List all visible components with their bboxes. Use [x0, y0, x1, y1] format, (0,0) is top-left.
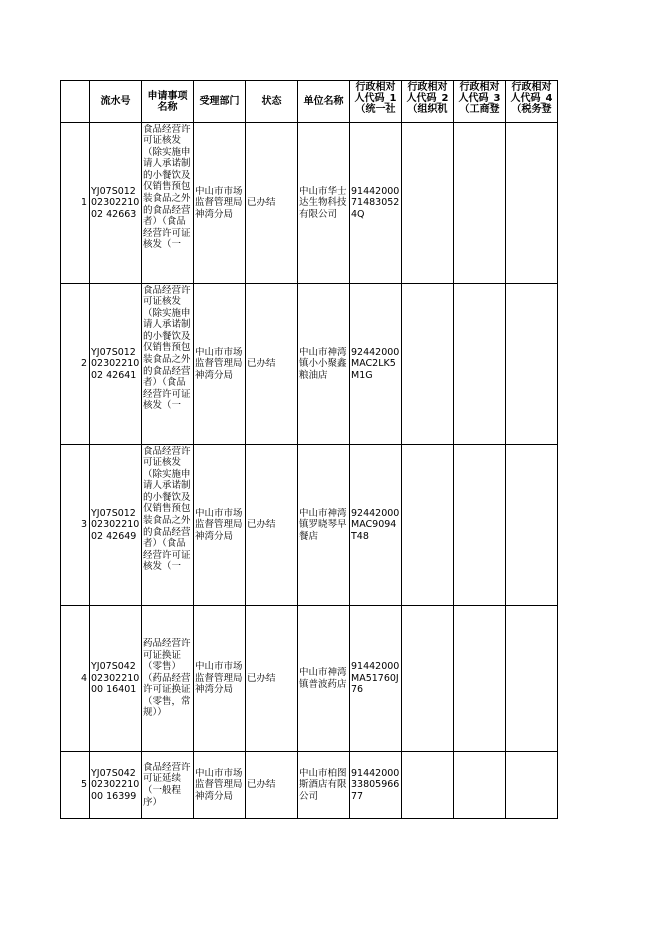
code-3-cell — [454, 123, 506, 284]
header-code-4: 行政相对人代码_4（税务登 — [506, 81, 558, 123]
code-2-cell — [402, 445, 454, 606]
table-row — [61, 606, 558, 752]
code-3-cell — [454, 284, 506, 445]
code-2-cell — [402, 284, 454, 445]
item-cell: 食品经营许可证延续（一般程序） — [142, 752, 194, 819]
code-3-cell — [454, 606, 506, 752]
unit-name-cell: 中山市柏图斯酒店有限公司 — [298, 752, 350, 819]
department-cell: 中山市市场监督管理局神湾分局 — [194, 445, 246, 606]
serial-cell: YJ07S0120230221002 42641 — [90, 284, 142, 445]
header-code-3: 行政相对人代码_3（工商登 — [454, 81, 506, 123]
status-cell: 已办结 — [246, 606, 298, 752]
code-1-cell: 91442000714830524Q — [350, 123, 402, 284]
results-table — [60, 80, 558, 819]
status-cell: 已办结 — [246, 123, 298, 284]
code-4-cell — [506, 123, 558, 284]
serial-cell: YJ07S0120230221002 42649 — [90, 445, 142, 606]
serial-cell: YJ07S0120230221002 42663 — [90, 123, 142, 284]
department-cell: 中山市市场监督管理局神湾分局 — [194, 606, 246, 752]
code-1-cell: 91442000MA51760J76 — [350, 606, 402, 752]
item-cell: 食品经营许可证核发（除实施申请人承诺制的小餐饮及仅销售预包装食品之外的食品经营者）（食品经营许可证核发（一 — [142, 445, 194, 606]
header-status: 状态 — [246, 81, 298, 123]
item-cell: 食品经营许可证核发（除实施申请人承诺制的小餐饮及仅销售预包装食品之外的食品经营者）（食品经营许可证核发（一 — [142, 284, 194, 445]
header-department: 受理部门 — [194, 81, 246, 123]
status-cell: 已办结 — [246, 752, 298, 819]
code-4-cell — [506, 445, 558, 606]
table-row — [61, 123, 558, 284]
code-1-cell: 92442000MAC2LK5M1G — [350, 284, 402, 445]
code-4-cell — [506, 284, 558, 445]
table-row — [61, 284, 558, 445]
department-cell: 中山市市场监督管理局神湾分局 — [194, 123, 246, 284]
row-index: 1 — [61, 123, 90, 284]
code-4-cell — [506, 752, 558, 819]
header-serial: 流水号 — [90, 81, 142, 123]
status-cell: 已办结 — [246, 445, 298, 606]
serial-cell: YJ07S0420230221000 16401 — [90, 606, 142, 752]
status-cell: 已办结 — [246, 284, 298, 445]
row-index: 5 — [61, 752, 90, 819]
code-1-cell: 92442000MAC9094T48 — [350, 445, 402, 606]
code-3-cell — [454, 752, 506, 819]
table-row — [61, 445, 558, 606]
header-code-1: 行政相对人代码_1（统一社 — [350, 81, 402, 123]
item-cell: 药品经营许可证换证（零售）（药品经营许可证换证（零售，常规）） — [142, 606, 194, 752]
unit-name-cell: 中山市神湾镇罗晓琴早餐店 — [298, 445, 350, 606]
unit-name-cell: 中山市华士达生物科技有限公司 — [298, 123, 350, 284]
header-code-2: 行政相对人代码_2（组织机 — [402, 81, 454, 123]
table-row — [61, 752, 558, 819]
header-unit-name: 单位名称 — [298, 81, 350, 123]
department-cell: 中山市市场监督管理局神湾分局 — [194, 284, 246, 445]
item-cell: 食品经营许可证核发（除实施申请人承诺制的小餐饮及仅销售预包装食品之外的食品经营者）（食品经营许可证核发（一 — [142, 123, 194, 284]
row-index: 2 — [61, 284, 90, 445]
code-2-cell — [402, 123, 454, 284]
header-item-name: 申请事项名称 — [142, 81, 194, 123]
department-cell: 中山市市场监督管理局神湾分局 — [194, 752, 246, 819]
code-2-cell — [402, 606, 454, 752]
code-4-cell — [506, 606, 558, 752]
header-row — [61, 81, 558, 123]
unit-name-cell: 中山市神湾镇普波药店 — [298, 606, 350, 752]
row-index: 3 — [61, 445, 90, 606]
serial-cell: YJ07S0420230221000 16399 — [90, 752, 142, 819]
header-index — [61, 81, 90, 123]
code-3-cell — [454, 445, 506, 606]
code-1-cell: 914420003380596677 — [350, 752, 402, 819]
row-index: 4 — [61, 606, 90, 752]
code-2-cell — [402, 752, 454, 819]
unit-name-cell: 中山市神湾镇小小聚鑫粮油店 — [298, 284, 350, 445]
